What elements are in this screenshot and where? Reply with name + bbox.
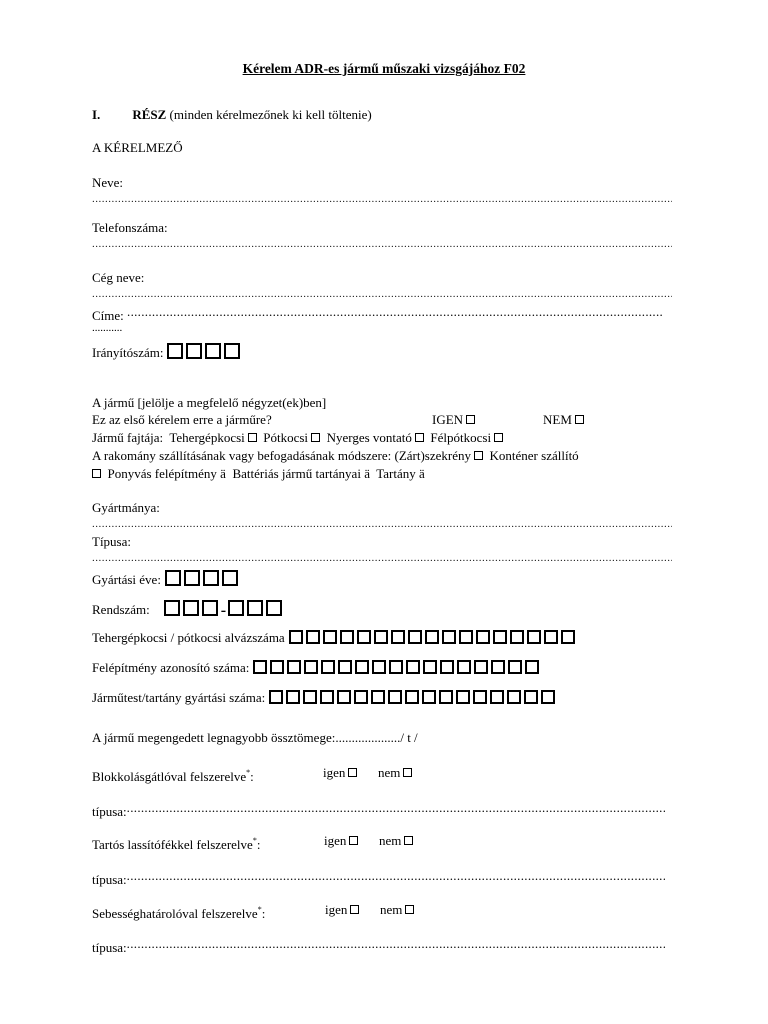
- digit-box[interactable]: [391, 630, 405, 644]
- retarder-yes-label: igen: [324, 833, 347, 848]
- digit-box[interactable]: [321, 660, 335, 674]
- digit-box[interactable]: [490, 690, 504, 704]
- section-note: (minden kérelmezőnek ki kell töltenie): [169, 107, 372, 122]
- weight-field[interactable]: ....................: [335, 730, 401, 745]
- digit-box[interactable]: [423, 660, 437, 674]
- digit-box[interactable]: [510, 630, 524, 644]
- chassis-boxes[interactable]: [289, 630, 578, 646]
- plate-row: [92, 600, 285, 619]
- first-request-no: [543, 412, 584, 428]
- type-tractor-label: Nyerges vontató: [326, 430, 412, 445]
- digit-box[interactable]: [337, 690, 351, 704]
- company-field[interactable]: [92, 288, 672, 300]
- digit-box[interactable]: [474, 660, 488, 674]
- name-field[interactable]: [92, 193, 672, 205]
- applicant-heading: A KÉRELMEZŐ: [92, 140, 183, 155]
- checkbox-tractor[interactable]: [415, 433, 424, 442]
- digit-box[interactable]: [507, 690, 521, 704]
- digit-box[interactable]: [406, 660, 420, 674]
- digit-box[interactable]: [354, 690, 368, 704]
- abs-label-text: Blokkolásgátlóval felszerelve: [92, 769, 247, 784]
- body-id-label: Felépítmény azonosító száma:: [92, 660, 250, 675]
- retarder-yes: [324, 833, 358, 849]
- digit-box[interactable]: [476, 630, 490, 644]
- checkbox-trailer[interactable]: [311, 433, 320, 442]
- phone-field[interactable]: [92, 238, 672, 250]
- digit-box[interactable]: [439, 690, 453, 704]
- plate-boxes-left[interactable]: [164, 600, 221, 618]
- speed-limiter-no: [380, 902, 414, 918]
- digit-box[interactable]: [493, 630, 507, 644]
- speed-limiter-label: [92, 902, 265, 922]
- address-field[interactable]: [127, 304, 663, 320]
- zip-row: [92, 343, 243, 361]
- abs-type-label: típusa:: [92, 804, 127, 819]
- type-field-label: Típusa:: [92, 534, 131, 549]
- digit-box[interactable]: [508, 660, 522, 674]
- checkbox-closed-box[interactable]: [474, 451, 483, 460]
- digit-box[interactable]: [303, 690, 317, 704]
- speed-limiter-no-label: nem: [380, 902, 403, 917]
- digit-box[interactable]: [389, 660, 403, 674]
- digit-box[interactable]: [203, 570, 219, 586]
- digit-box[interactable]: [525, 660, 539, 674]
- checkbox-yes[interactable]: [466, 415, 475, 424]
- speed-limiter-type-field[interactable]: [127, 936, 665, 952]
- type-field[interactable]: [92, 552, 672, 564]
- checkbox-container[interactable]: [92, 469, 101, 478]
- retarder-footnote-mark: *: [252, 836, 257, 845]
- first-request-label: Ez az első kérelem erre a járműre?: [92, 412, 272, 427]
- zip-boxes[interactable]: [167, 343, 243, 361]
- speed-limiter-type-row: [92, 936, 672, 956]
- retarder-type-label: típusa:: [92, 872, 127, 887]
- abs-label: [92, 765, 254, 785]
- checkbox-speed-limiter-no[interactable]: [405, 905, 414, 914]
- digit-box[interactable]: [491, 660, 505, 674]
- container-label: Konténer szállító: [489, 448, 579, 463]
- type-trailer-label: Pótkocsi: [263, 430, 309, 445]
- section-roman: I.: [92, 107, 101, 122]
- digit-box[interactable]: [320, 690, 334, 704]
- digit-box[interactable]: [456, 690, 470, 704]
- checkbox-semitrailer[interactable]: [494, 433, 503, 442]
- digit-box[interactable]: [270, 660, 284, 674]
- abs-yes-label: igen: [323, 765, 346, 780]
- address-row: [92, 304, 672, 324]
- digit-box[interactable]: [473, 690, 487, 704]
- battery-mark[interactable]: ä: [364, 466, 370, 481]
- address-label: Címe:: [92, 308, 124, 323]
- digit-box[interactable]: [374, 630, 388, 644]
- digit-box[interactable]: [286, 690, 300, 704]
- speed-limiter-yes: [325, 902, 359, 918]
- digit-box[interactable]: [524, 690, 538, 704]
- digit-box[interactable]: [561, 630, 575, 644]
- vehicle-type-row: [92, 430, 503, 446]
- digit-box[interactable]: [527, 630, 541, 644]
- speed-limiter-label-text: Sebességhatárolóval felszerelve: [92, 906, 258, 921]
- weight-label: A jármű megengedett legnagyobb össztömege:: [92, 730, 336, 745]
- digit-box[interactable]: [224, 343, 240, 359]
- make-label: Gyártmánya:: [92, 500, 160, 515]
- digit-box[interactable]: [205, 343, 221, 359]
- abs-type-row: [92, 800, 672, 820]
- zip-label: Irányítószám:: [92, 345, 164, 360]
- digit-box[interactable]: [304, 660, 318, 674]
- speed-limiter-yes-label: igen: [325, 902, 348, 917]
- retarder-label: [92, 833, 260, 853]
- retarder-no: [379, 833, 413, 849]
- checkbox-retarder-no[interactable]: [404, 836, 413, 845]
- yes-label: IGEN: [432, 412, 464, 427]
- digit-box[interactable]: [371, 690, 385, 704]
- digit-box[interactable]: [357, 630, 371, 644]
- digit-box[interactable]: [269, 690, 283, 704]
- abs-no: [378, 765, 412, 781]
- digit-box[interactable]: [253, 660, 267, 674]
- digit-box[interactable]: [167, 343, 183, 359]
- tank-body-boxes[interactable]: [269, 690, 558, 706]
- address-field-cont[interactable]: ...........: [92, 322, 123, 334]
- load-method-row-2: [92, 466, 425, 482]
- phone-label: Telefonszáma:: [92, 220, 168, 235]
- section-header: [92, 107, 372, 123]
- digit-box[interactable]: [442, 630, 456, 644]
- company-label: Cég neve:: [92, 270, 145, 285]
- retarder-label-text: Tartós lassítófékkel felszerelve: [92, 837, 253, 852]
- digit-box[interactable]: [202, 600, 218, 616]
- retarder-type-field[interactable]: [127, 868, 665, 884]
- year-label: Gyártási éve:: [92, 572, 161, 587]
- digit-box[interactable]: [440, 660, 454, 674]
- no-label: NEM: [543, 412, 572, 427]
- tank-body-row: [92, 690, 558, 706]
- page-title: Kérelem ADR-es jármű műszaki vizsgájához F02: [242, 61, 526, 76]
- make-field[interactable]: [92, 518, 672, 530]
- year-row: [92, 570, 241, 588]
- digit-box[interactable]: [183, 600, 199, 616]
- tank-mark[interactable]: ä: [419, 466, 425, 481]
- digit-box[interactable]: [289, 630, 303, 644]
- digit-box[interactable]: [541, 690, 555, 704]
- battery-label: Battériás jármű tartányai: [232, 466, 361, 481]
- speed-limiter-label-colon: :: [261, 906, 266, 921]
- retarder-no-label: nem: [379, 833, 402, 848]
- digit-box[interactable]: [323, 630, 337, 644]
- vehicle-intro: A jármű [jelölje a megfelelő négyzet(ek)ben]: [92, 395, 327, 410]
- digit-box[interactable]: [544, 630, 558, 644]
- plate-boxes-right[interactable]: [228, 600, 285, 618]
- digit-box[interactable]: [186, 343, 202, 359]
- chassis-row: [92, 630, 578, 646]
- checkbox-abs-no[interactable]: [403, 768, 412, 777]
- checkbox-speed-limiter-yes[interactable]: [350, 905, 359, 914]
- digit-box[interactable]: [184, 570, 200, 586]
- digit-box[interactable]: [228, 600, 244, 616]
- vehicle-type-label: Jármű fajtája:: [92, 430, 164, 445]
- checkbox-abs-yes[interactable]: [348, 768, 357, 777]
- digit-box[interactable]: [266, 600, 282, 616]
- digit-box[interactable]: [287, 660, 301, 674]
- tarp-label: Ponyvás felépítmény: [107, 466, 217, 481]
- chassis-label: Tehergépkocsi / pótkocsi alvázszáma: [92, 630, 285, 645]
- abs-no-label: nem: [378, 765, 401, 780]
- retarder-type-row: [92, 868, 672, 888]
- abs-label-colon: :: [250, 769, 254, 784]
- section-name: RÉSZ: [132, 107, 167, 122]
- digit-box[interactable]: [457, 660, 471, 674]
- plate-label: Rendszám:: [92, 602, 150, 617]
- checkbox-retarder-yes[interactable]: [349, 836, 358, 845]
- digit-box[interactable]: [388, 690, 402, 704]
- digit-box[interactable]: [306, 630, 320, 644]
- load-method-row: [92, 448, 579, 464]
- tarp-mark[interactable]: ä: [220, 466, 226, 481]
- type-truck-label: Tehergépkocsi: [169, 430, 245, 445]
- body-id-row: [92, 660, 542, 676]
- first-request-yes: [432, 412, 475, 428]
- digit-box[interactable]: [165, 570, 181, 586]
- type-semitrailer-label: Félpótkocsi: [430, 430, 492, 445]
- tank-body-label: Járműtest/tartány gyártási száma:: [92, 690, 266, 705]
- abs-footnote-mark: *: [246, 768, 251, 777]
- body-id-boxes[interactable]: [253, 660, 542, 676]
- checkbox-truck[interactable]: [248, 433, 257, 442]
- digit-box[interactable]: [338, 660, 352, 674]
- name-label: Neve:: [92, 175, 124, 190]
- checkbox-no[interactable]: [575, 415, 584, 424]
- plate-dash: -: [220, 602, 227, 619]
- retarder-label-colon: :: [256, 837, 261, 852]
- digit-box[interactable]: [247, 600, 263, 616]
- abs-type-field[interactable]: [127, 800, 665, 816]
- weight-row: [92, 730, 418, 746]
- digit-box[interactable]: [340, 630, 354, 644]
- digit-box[interactable]: [372, 660, 386, 674]
- digit-box[interactable]: [425, 630, 439, 644]
- digit-box[interactable]: [408, 630, 422, 644]
- tank-label: Tartány: [376, 466, 416, 481]
- weight-unit: / t /: [400, 730, 418, 745]
- speed-limiter-type-label: típusa:: [92, 940, 127, 955]
- digit-box[interactable]: [405, 690, 419, 704]
- digit-box[interactable]: [164, 600, 180, 616]
- load-method-label: A rakomány szállításának vagy befogadásának módszere: (Zárt)szekrény: [92, 448, 472, 463]
- abs-yes: [323, 765, 357, 781]
- year-boxes[interactable]: [165, 570, 241, 588]
- digit-box[interactable]: [222, 570, 238, 586]
- digit-box[interactable]: [422, 690, 436, 704]
- digit-box[interactable]: [355, 660, 369, 674]
- speed-limiter-footnote-mark: *: [257, 905, 262, 914]
- digit-box[interactable]: [459, 630, 473, 644]
